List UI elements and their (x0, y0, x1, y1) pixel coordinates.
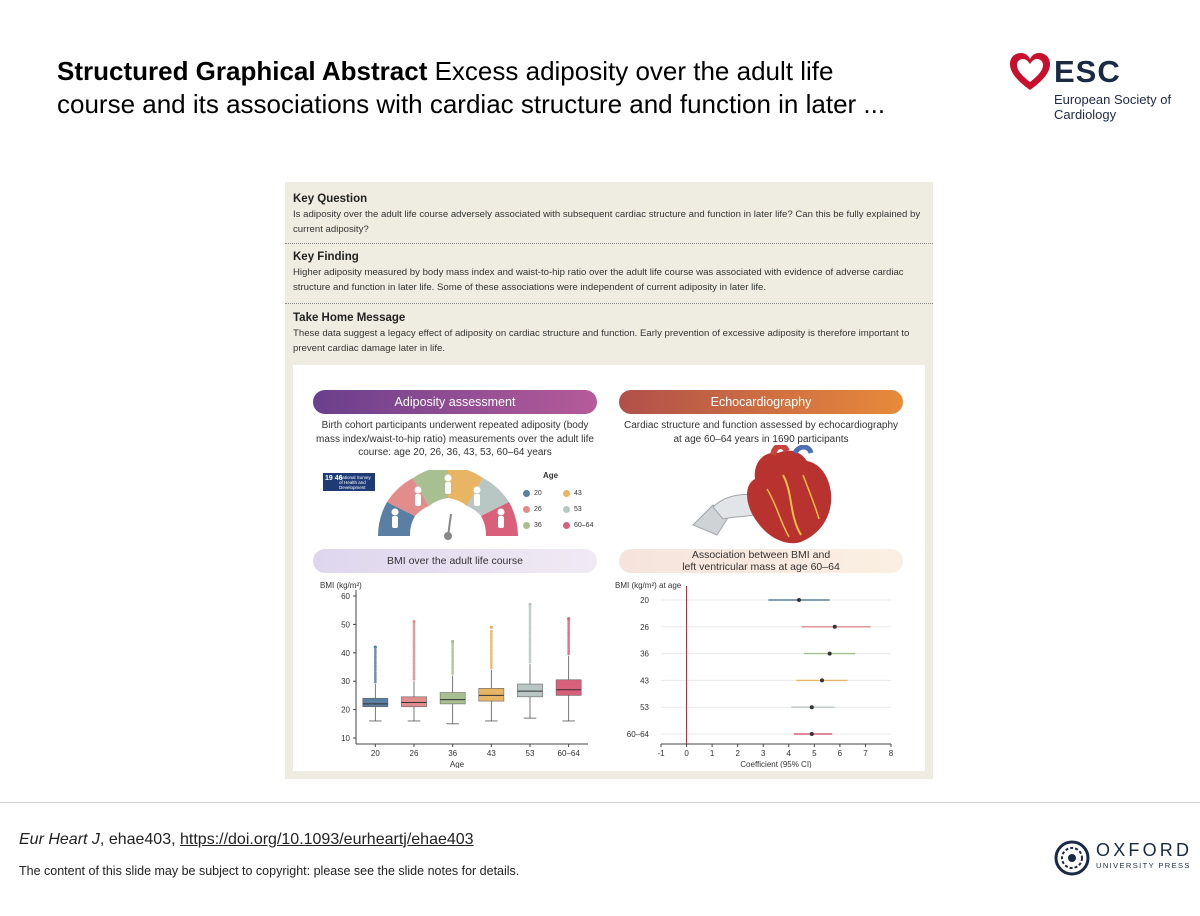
box-outlier-point (490, 626, 493, 629)
age-legend-item (523, 505, 561, 515)
y-tick-label: 26 (640, 622, 649, 632)
echo-pill: Echocardiography (619, 390, 903, 414)
divider (285, 303, 933, 304)
x-tick-label: 60–64 (557, 749, 580, 758)
x-tick-label: 8 (888, 749, 894, 758)
x-tick-label: 4 (786, 749, 792, 758)
legend-dot-icon (523, 506, 530, 513)
age-label: 26 (534, 506, 542, 513)
bmi-boxplot (318, 578, 603, 768)
x-tick-label: 6 (837, 749, 843, 758)
box-body (440, 693, 465, 704)
nshd-year: 19 46 (325, 475, 343, 482)
x-tick-label: 26 (409, 749, 419, 758)
adiposity-pill: Adiposity assessment (313, 390, 597, 414)
box-body (517, 684, 542, 697)
graphical-abstract (285, 182, 933, 779)
box-outlier-point (528, 603, 531, 606)
legend-dot-icon (563, 522, 570, 529)
slide-title-bold: Structured Graphical Abstract (57, 56, 428, 86)
take-home-heading: Take Home Message (293, 312, 406, 324)
x-axis-label: Age (449, 760, 465, 768)
adiposity-text: Birth cohort participants underwent repeated adiposity (body mass index/waist-to-hip ratio) measurements over the adult life course: age 20, 26, 36, 43, 53, 60–64 years (316, 420, 594, 458)
age-label: 60–64 (574, 522, 594, 529)
age-label: 36 (534, 522, 542, 529)
y-tick-label: 43 (640, 676, 649, 686)
age-legend-item (563, 505, 601, 515)
y-tick-label: 20 (640, 596, 649, 605)
box-outlier-point (451, 640, 454, 643)
heart-ultrasound-icon (683, 445, 863, 550)
y-tick-label: 50 (341, 620, 350, 630)
y-axis-label: BMI (kg/m²) at age (615, 581, 682, 590)
heart-icon (1008, 52, 1052, 92)
x-tick-label: 5 (812, 749, 817, 758)
x-tick-label: 1 (709, 749, 715, 758)
estimate-point (810, 732, 814, 736)
key-question-section (293, 192, 925, 237)
y-axis-label: BMI (kg/m²) (320, 581, 362, 590)
box-body (556, 680, 581, 696)
take-home-section (293, 311, 925, 356)
age-label: 43 (574, 490, 582, 497)
esc-subtitle: European Society of Cardiology (1054, 92, 1172, 122)
x-tick-label: 53 (525, 749, 535, 758)
estimate-point (797, 598, 801, 602)
slide-title-rest: Excess adiposity over the adult life course and its associations with cardiac structure and function in later ... (57, 56, 886, 119)
legend-dot-icon (523, 522, 530, 529)
slide-title (57, 55, 917, 121)
key-question-text: Is adiposity over the adult life course adversely associated with subsequent cardiac structure and function in later life? Can this be fully explained by current adiposity? (293, 209, 921, 235)
age-legend-item (563, 521, 601, 531)
age-legend-item (563, 489, 601, 499)
oup-subtitle: UNIVERSITY PRESS (1096, 861, 1191, 870)
y-tick-label: 60 (341, 592, 350, 601)
esc-name: ESC (1054, 54, 1121, 89)
x-tick-label: 3 (760, 749, 766, 758)
citation (19, 831, 474, 849)
echo-text: Cardiac structure and function assessed by echocardiography at age 60–64 years in 1690 participants (623, 420, 899, 445)
oup-name: OXFORD (1096, 840, 1193, 860)
box-outlier-point (567, 617, 570, 620)
key-finding-heading: Key Finding (293, 251, 359, 263)
estimate-point (810, 705, 814, 709)
footer-divider (0, 802, 1200, 803)
age-legend-item (523, 489, 561, 499)
esc-logo (1008, 52, 1178, 127)
x-axis-label: Coefficient (95% CI) (740, 760, 812, 768)
journal-name: Eur Heart J (19, 831, 100, 848)
doi-link[interactable]: https://doi.org/10.1093/eurheartj/ehae403 (180, 831, 474, 848)
x-tick-label: 43 (486, 749, 496, 758)
y-tick-label: 40 (341, 648, 350, 658)
box-body (479, 688, 504, 701)
assoc-pill-line2: left ventricular mass at age 60–64 (682, 561, 840, 573)
copyright-notice: The content of this slide may be subject to copyright: please see the slide notes for details. (19, 864, 520, 878)
key-finding-text: Higher adiposity measured by body mass index and waist-to-hip ratio over the adult life course was associated with evidence of adverse cardiac structure and function in later life. Some of these associations were independent of current adiposity in later life. (293, 267, 904, 293)
assoc-pill (619, 549, 903, 573)
legend-dot-icon (563, 506, 570, 513)
age-label: 20 (534, 490, 542, 497)
box-body (363, 698, 388, 707)
nshd-badge (323, 473, 375, 491)
estimate-point (828, 652, 832, 656)
nshd-label: National Survey of Health and Development (339, 475, 371, 490)
x-tick-label: 36 (448, 749, 458, 758)
legend-dot-icon (523, 490, 530, 497)
age-legend-title: Age (543, 471, 559, 480)
y-tick-label: 30 (341, 677, 350, 687)
key-question-heading: Key Question (293, 193, 368, 205)
box-outlier-point (374, 648, 377, 651)
legend-dot-icon (563, 490, 570, 497)
y-tick-label: 60–64 (626, 730, 649, 739)
box-outlier-point (374, 646, 377, 649)
figure-panel (293, 365, 925, 771)
box-outlier-point (490, 630, 493, 633)
take-home-text: These data suggest a legacy effect of adiposity on cardiac structure and function. Early prevention of excessive adiposity is therefore important to prevent cardiac damage later in life. (293, 328, 910, 354)
y-tick-label: 10 (341, 734, 350, 743)
estimate-point (820, 678, 824, 682)
x-tick-label: -1 (657, 749, 665, 758)
y-tick-label: 36 (640, 649, 649, 659)
box-outlier-point (567, 620, 570, 623)
article-id: , ehae403, (99, 831, 180, 848)
key-finding-section (293, 250, 925, 295)
x-tick-label: 20 (370, 749, 380, 758)
age-gauge-icon (373, 470, 523, 540)
estimate-point (833, 625, 837, 629)
y-tick-label: 20 (341, 705, 350, 715)
age-legend-item (523, 521, 561, 531)
x-tick-label: 7 (863, 749, 868, 758)
box-outlier-point (412, 620, 415, 623)
box-body (401, 697, 426, 707)
divider (285, 243, 933, 244)
oup-logo (1054, 840, 1200, 876)
assoc-pill-line1: Association between BMI and (691, 549, 831, 561)
age-label: 53 (574, 506, 582, 513)
x-tick-label: 0 (684, 749, 689, 758)
lv-mass-forest-plot (613, 578, 903, 768)
bmi-pill: BMI over the adult life course (313, 549, 597, 573)
oup-emblem-icon (1054, 840, 1090, 876)
x-tick-label: 2 (735, 749, 740, 758)
y-tick-label: 53 (640, 703, 649, 713)
